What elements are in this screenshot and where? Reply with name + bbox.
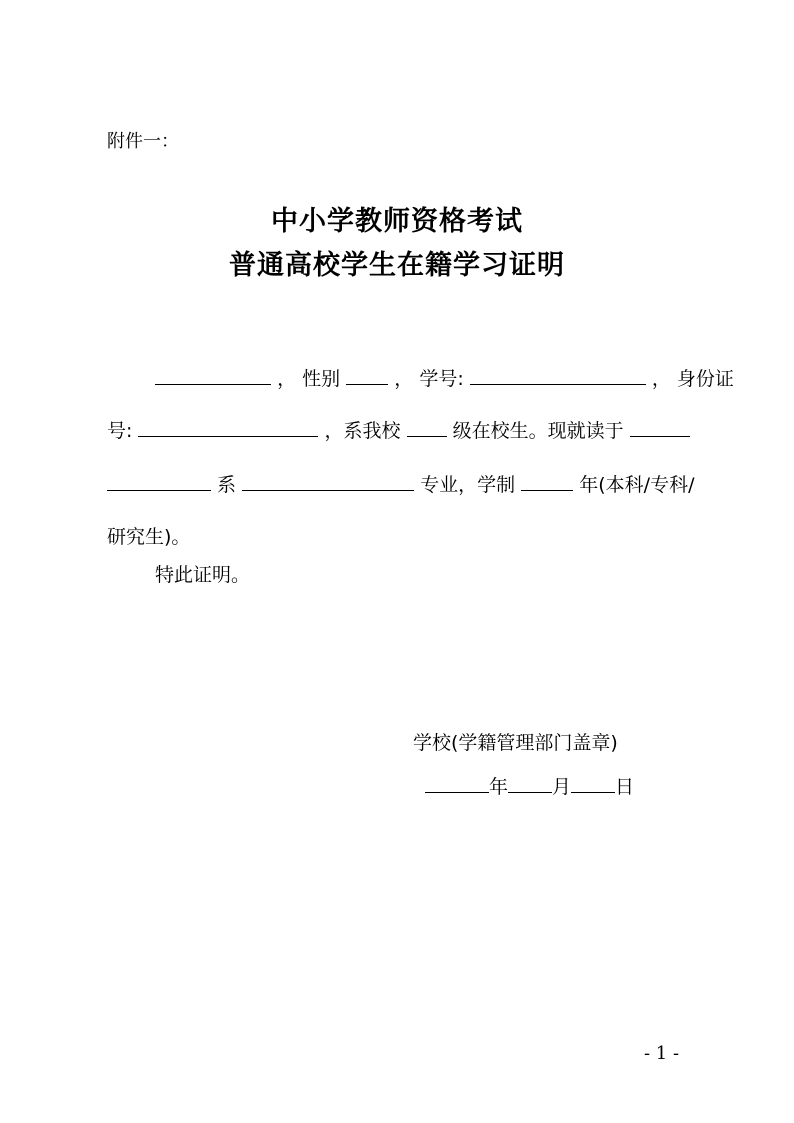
department-label: 系 <box>217 474 237 496</box>
document-title-line2: 普通高校学生在籍学习证明 <box>229 250 565 281</box>
education-level-end: 研究生)。 <box>107 526 191 548</box>
day-label: 日 <box>615 776 635 798</box>
gender-label: 性别 <box>302 368 341 390</box>
school-text: ，系我校 <box>324 420 401 442</box>
comma-text: ， <box>277 368 297 390</box>
page-number: - 1 - <box>644 1043 680 1064</box>
date-line <box>425 772 634 799</box>
id-number-blank[interactable] <box>138 418 318 437</box>
certification-text: 特此证明。 <box>155 564 251 586</box>
student-id-blank[interactable] <box>470 366 646 385</box>
comma-text: ， <box>394 368 414 390</box>
grade-text: 级在校生。现就读于 <box>452 420 624 442</box>
major-label: 专业，学制 <box>420 474 516 496</box>
college-blank[interactable] <box>630 418 690 437</box>
comma-text: ， <box>651 368 671 390</box>
year-blank[interactable] <box>425 774 489 793</box>
month-label: 月 <box>552 776 572 798</box>
school-seal-label: 学校(学籍管理部门盖章) <box>413 732 618 754</box>
college-blank-continued[interactable] <box>107 472 211 491</box>
grade-blank[interactable] <box>407 418 447 437</box>
attachment-label: 附件一： <box>107 131 179 152</box>
gender-blank[interactable] <box>346 366 388 385</box>
form-row-2 <box>107 418 690 443</box>
id-card-label: 身份证 <box>676 368 734 390</box>
form-row-1 <box>107 366 734 391</box>
major-blank[interactable] <box>242 472 414 491</box>
form-row-4 <box>107 525 190 549</box>
day-blank[interactable] <box>571 774 615 793</box>
student-id-label: 学号: <box>419 368 464 390</box>
id-card-label-end: 号: <box>107 420 133 442</box>
name-blank[interactable] <box>155 366 271 385</box>
year-label: 年 <box>489 776 509 798</box>
document-title-line1: 中小学教师资格考试 <box>271 206 523 237</box>
years-label: 年(本科/专科/ <box>579 474 695 496</box>
program-length-blank[interactable] <box>521 472 573 491</box>
form-row-5 <box>107 563 250 587</box>
form-row-3 <box>107 472 694 497</box>
month-blank[interactable] <box>508 774 552 793</box>
